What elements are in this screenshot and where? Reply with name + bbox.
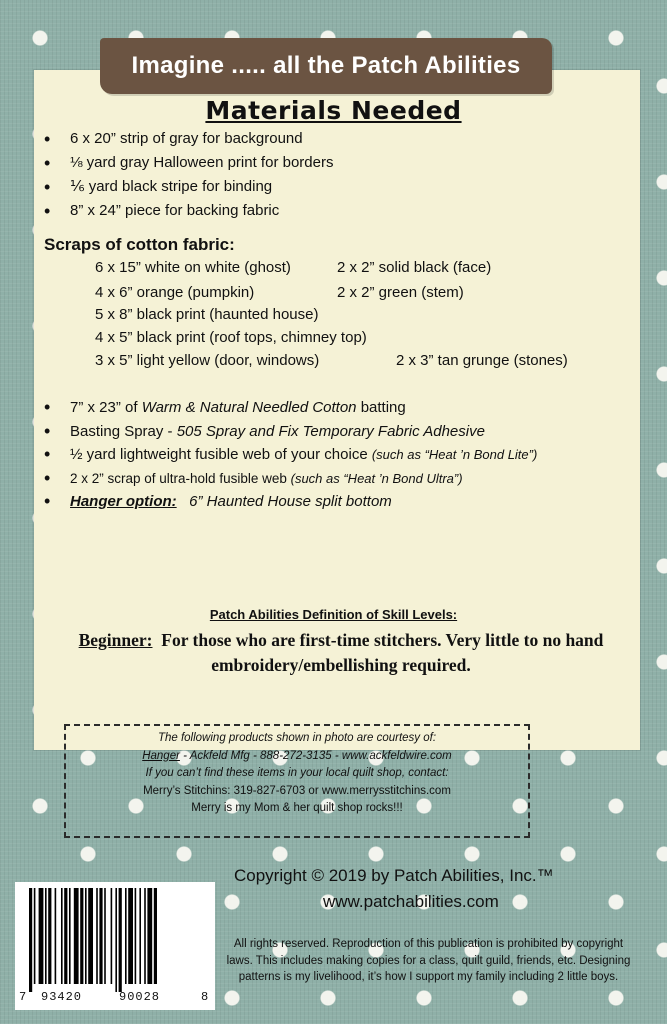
materials-title <box>0 96 667 125</box>
list-item: • Basting Spray - 505 Spray and Fix Temporary Fabric Adhesive <box>38 420 537 444</box>
scrap-item: 2 x 2” green (stem) <box>337 284 464 301</box>
list-item: • Hanger option: 6” Haunted House split bottom <box>38 490 537 514</box>
courtesy-line: The following products shown in photo are courtesy of: <box>157 732 437 744</box>
skill-level-text: For those who are first-time stitchers. Very little to no hand embroidery/embellishing required. <box>161 630 604 675</box>
banner-text: Imagine ..... all the Patch Abilities <box>131 52 521 79</box>
list-item: • ⅛ yard gray Halloween print for borders <box>38 151 333 175</box>
list-item: • 8” x 24” piece for backing fabric <box>38 199 333 223</box>
copyright-text: Copyright © 2019 by Patch Abilities, Inc.™ <box>234 866 554 885</box>
website-link[interactable]: www.patchabilities.com <box>323 892 499 911</box>
courtesy-line: If you can’t find these items in your local quilt shop, contact: <box>145 767 449 779</box>
scrap-item: 5 x 8” black print (haunted house) <box>95 306 319 323</box>
title-banner <box>100 38 552 94</box>
barcode: 7 93420 90028 8 <box>15 882 215 1010</box>
skill-level-description <box>66 628 616 678</box>
list-item: • 7” x 23” of Warm & Natural Needled Cotton batting <box>38 396 537 420</box>
scrap-item: 4 x 5” black print (roof tops, chimney top) <box>95 329 367 346</box>
list-item: • ½ yard lightweight fusible web of your choice (such as “Heat ’n Bond Lite”) <box>38 443 537 467</box>
supplies-list <box>38 396 537 514</box>
courtesy-line: Hanger - Ackfeld Mfg - 888-272-3135 - www.ackfeldwire.com <box>142 749 452 762</box>
scraps-heading: Scraps of cotton fabric: <box>44 235 235 254</box>
courtesy-line: Merry’s Stitchins: 319-827-6703 or www.merrysstitchins.com <box>143 784 451 797</box>
courtesy-box <box>64 724 530 838</box>
scrap-item: 3 x 5” light yellow (door, windows) <box>95 352 320 369</box>
scrap-item: 6 x 15” white on white (ghost) <box>95 259 291 276</box>
skill-level-label: Beginner: <box>78 630 153 650</box>
list-item: • ⅙ yard black stripe for binding <box>38 175 333 199</box>
materials-list <box>38 127 333 223</box>
materials-title-text: Materials Needed <box>205 96 462 125</box>
skill-levels-title: Patch Abilities Definition of Skill Levels: <box>209 607 458 622</box>
barcode-bars <box>29 888 201 992</box>
list-item: • 6 x 20” strip of gray for background <box>38 127 333 151</box>
list-item: • 2 x 2” scrap of ultra-hold fusible web (such as “Heat ’n Bond Ultra”) <box>38 467 537 491</box>
scrap-item: 2 x 2” solid black (face) <box>337 259 492 276</box>
scrap-item: 4 x 6” orange (pumpkin) <box>95 284 255 301</box>
courtesy-line: Merry is my Mom & her quilt shop rocks!!! <box>191 802 403 814</box>
rights-notice: All rights reserved. Reproduction of this publication is prohibited by copyright laws. This includes making copies for a class, quilt guild, friends, etc. Designing patterns is my livelihood, it’s how I support my family including 2 little boys. <box>226 938 631 983</box>
scrap-item: 2 x 3” tan grunge (stones) <box>396 352 568 369</box>
